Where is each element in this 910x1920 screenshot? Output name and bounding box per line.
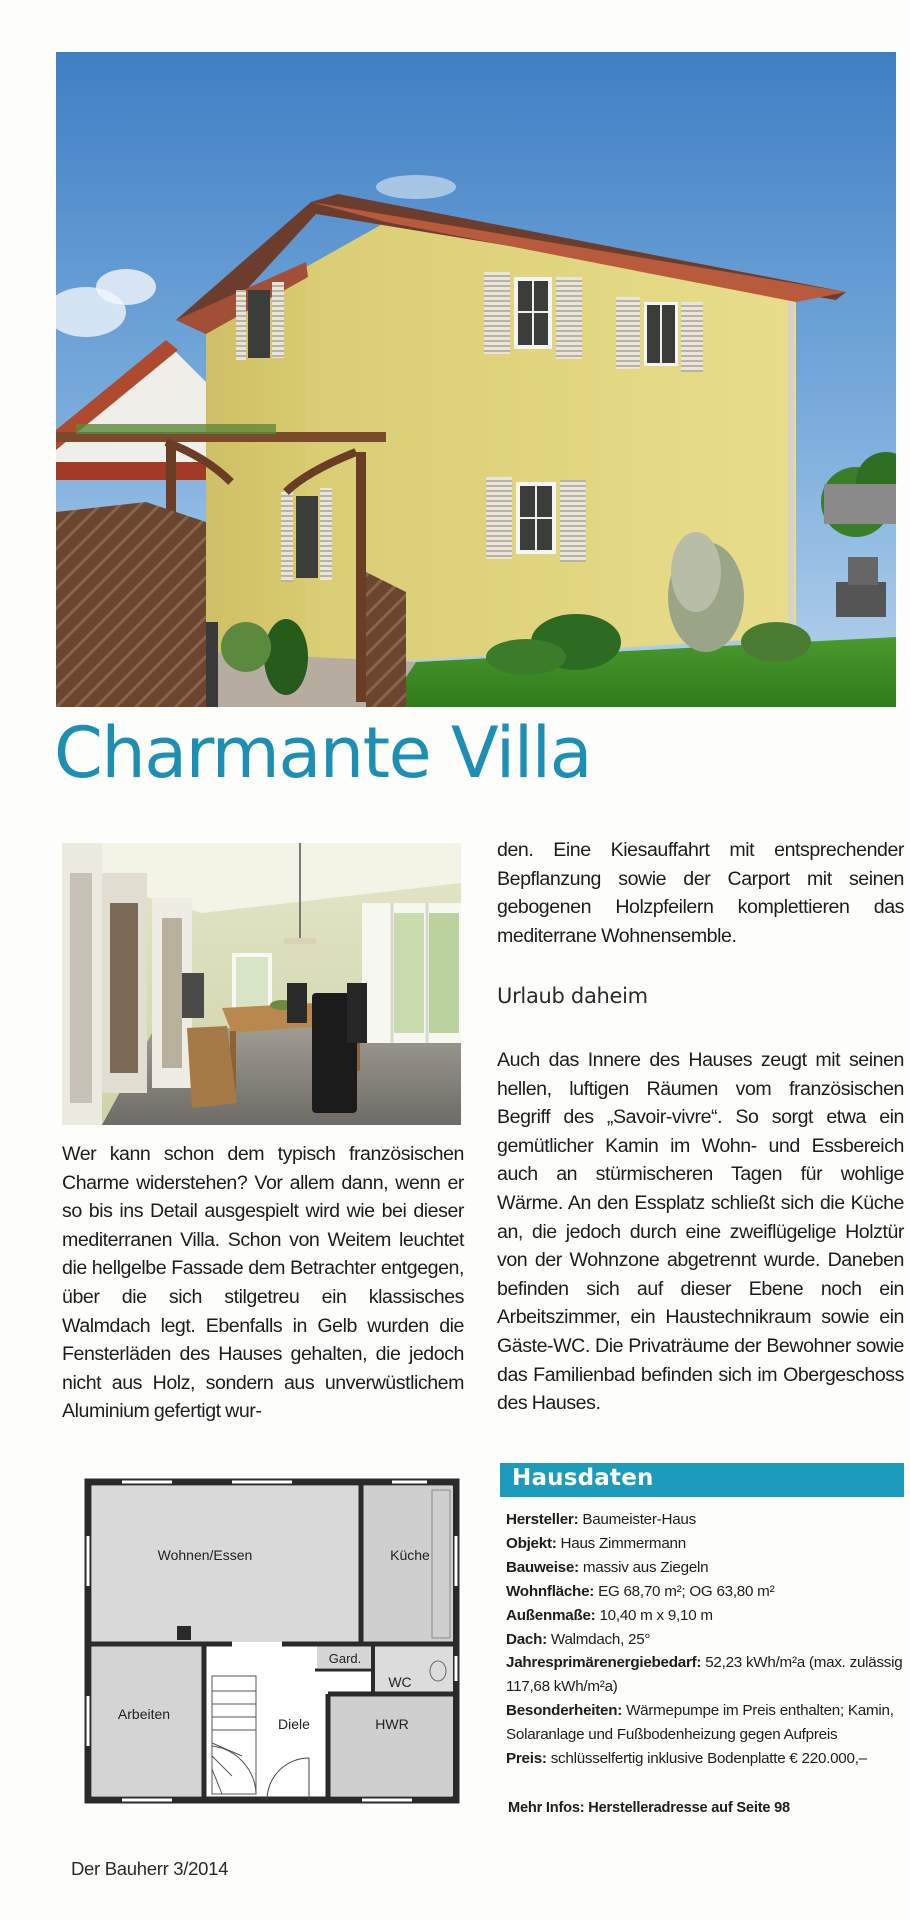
floor-plan-drawing xyxy=(82,1476,462,1806)
intro-paragraph: Wer kann schon dem typisch französischen Charme widerstehen? Vor allem dann, wenn er so bis ins Detail ausgespielt wird wie bei dieser mediterranen Villa. Schon von Weitem leuchtet die hellgelbe Fassade dem Betrachter entgegen, über die sich stilgetreu ein klassisches Walmdach legt. Ebenfalls in Gelb wurden die Fensterläden des Hauses gehalten, die jedoch nicht aus Holz, sondern aus unverwüstlichem Aluminium gefertigt wur- xyxy=(62,1143,464,1423)
row-value: EG 68,70 m²; OG 63,80 m² xyxy=(594,1582,775,1600)
row-value: Walmdach, 25° xyxy=(546,1630,651,1648)
row-value: Haus Zimmermann xyxy=(556,1534,686,1552)
page-footer: Der Bauherr 3/2014 xyxy=(71,1858,229,1879)
room-label-gard: Gard. xyxy=(328,1651,362,1666)
left-column-text xyxy=(62,1140,464,1426)
hero-photo xyxy=(56,52,896,707)
hausdaten-row-bauweise xyxy=(506,1556,906,1580)
upper-window-1 xyxy=(484,272,582,359)
row-value: massiv aus Ziegeln xyxy=(578,1558,709,1576)
room-label-hwr: HWR xyxy=(375,1716,409,1732)
row-value: 10,40 m x 9,10 m xyxy=(595,1606,713,1624)
hausdaten-row-wohnflaeche xyxy=(506,1580,906,1604)
villa-exterior-image xyxy=(56,52,896,707)
room-label-wc: WC xyxy=(388,1674,412,1690)
right-column-text xyxy=(497,1046,904,1418)
hausdaten-title: Hausdaten xyxy=(512,1465,654,1491)
row-label: Bauweise: xyxy=(506,1558,579,1576)
room-label-arbeiten: Arbeiten xyxy=(117,1706,171,1722)
living-dining-image xyxy=(62,843,461,1125)
more-info-link: Mehr Infos: Herstelleradresse auf Seite 98 xyxy=(508,1800,790,1816)
hausdaten-row-aussenmasse xyxy=(506,1604,906,1628)
upper-window-2 xyxy=(616,297,703,372)
row-label: Besonderheiten: xyxy=(506,1702,623,1720)
row-label: Wohnfläche: xyxy=(506,1582,595,1600)
hausdaten-row-hersteller xyxy=(506,1508,906,1532)
row-label: Preis: xyxy=(506,1750,547,1768)
row-value: Wärmepumpe im Preis enthalten; Kamin, Solaranlage und Fußbodenheizung gegen Aufpreis xyxy=(506,1702,894,1744)
row-label: Dach: xyxy=(506,1630,547,1648)
article-headline: Charmante Villa xyxy=(54,712,591,794)
hausdaten-row-dach xyxy=(506,1628,906,1652)
interior-photo xyxy=(62,843,461,1125)
room-label-diele: Diele xyxy=(278,1716,310,1732)
room-label-wohnen: Wohnen/Essen xyxy=(157,1547,253,1563)
floor-plan xyxy=(82,1476,462,1806)
hausdaten-row-preis xyxy=(506,1747,906,1771)
continuation-paragraph: den. Eine Kiesauffahrt mit entsprechender Bepflanzung sowie der Carport mit seinen gebogenen Holzpfeilern komplettieren das mediterrane Wohnensemble. xyxy=(497,839,904,947)
right-column-continuation xyxy=(497,836,904,950)
row-label: Außenmaße: xyxy=(506,1606,596,1624)
row-label: Jahresprimärenergiebedarf: xyxy=(506,1654,702,1672)
row-value: Baumeister-Haus xyxy=(578,1511,696,1528)
row-value: 52,23 kWh/m²a (max. zulässig 117,68 kWh/m²a) xyxy=(506,1654,903,1696)
lower-window-side xyxy=(281,488,332,582)
lower-window-1 xyxy=(486,477,586,562)
interior-paragraph: Auch das Innere des Hauses zeugt mit seinen hellen, luftigen Räumen vom französischen Begriff des „Savoir-vivre“. So sorgt etwa ein gemütlicher Kamin im Wohn- und Essbereich auch an stürmischeren Tagen für wohlige Wärme. An den Essplatz schließt sich die Küche an, die jedoch durch eine zweiflügelige Holztür von der Wohnzone abgetrennt wurde. Daneben befinden sich auf dieser Ebene noch ein Arbeitszimmer, ein Haustechnikraum sowie ein Gäste-WC. Die Privaträume der Bewohner sowie das Familienbad befinden sich im Obergeschoss des Hauses. xyxy=(497,1049,904,1415)
hausdaten-list xyxy=(506,1508,906,1771)
hausdaten-row-objekt xyxy=(506,1532,906,1556)
room-label-kueche: Küche xyxy=(390,1547,430,1563)
subheading: Urlaub daheim xyxy=(497,984,648,1008)
upper-window-side xyxy=(236,282,284,360)
row-label: Hersteller: xyxy=(506,1511,579,1528)
hausdaten-row-besonderheiten xyxy=(506,1699,906,1747)
row-value: schlüsselfertig inklusive Bodenplatte € 220.000,– xyxy=(546,1750,867,1768)
hausdaten-row-energiebedarf xyxy=(506,1651,906,1699)
row-label: Objekt: xyxy=(506,1534,557,1552)
